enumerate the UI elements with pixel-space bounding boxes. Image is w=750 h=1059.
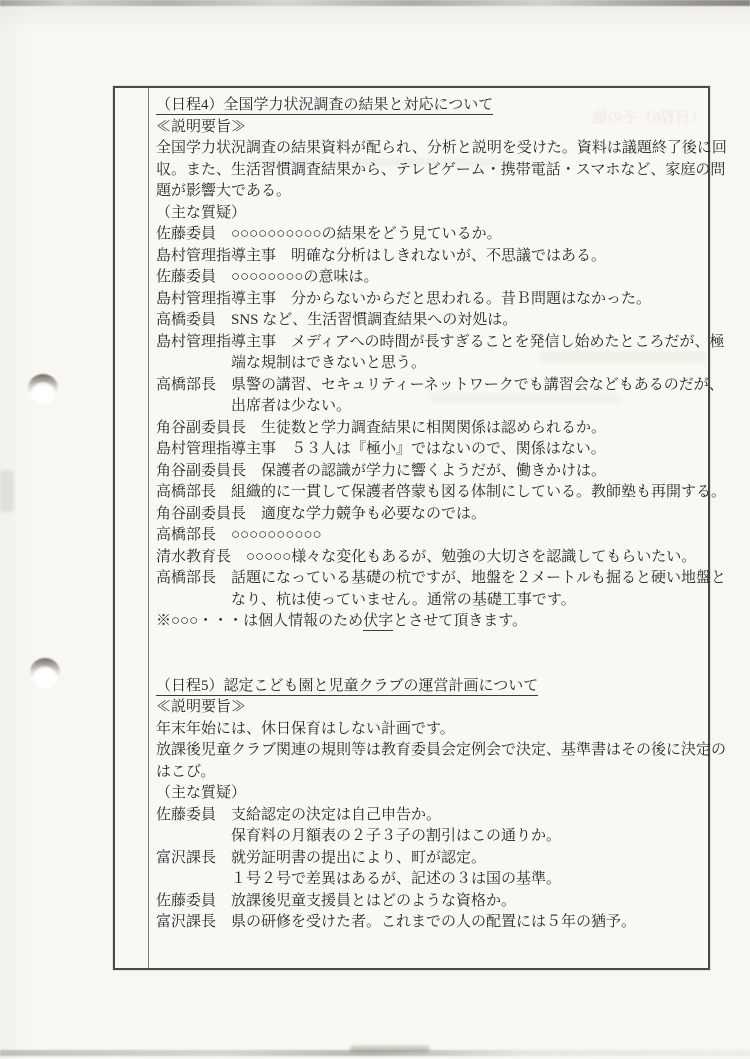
doc-line: 島村管理指導主事 メディアへの時間が長すぎることを発信し始めたところだが、極: [156, 333, 725, 350]
section-heading: （日程5）認定こども園と児童クラブの運営計画について: [156, 677, 539, 694]
doc-line: 島村管理指導主事 明確な分析はしきれないが、不思議ではある。: [156, 247, 607, 264]
doc-line: 保育料の月額表の２子３子の割引はこの通りか。: [156, 828, 562, 844]
doc-line: 端な規制はできないと思う。: [156, 355, 427, 371]
blank-line: [156, 633, 704, 655]
doc-line: 富沢課長 就労証明書の提出により、町が認定。: [156, 849, 487, 866]
doc-line: 島村管理指導主事 ５３人は『極小』ではないので、関係はない。: [156, 441, 606, 457]
doc-line: 佐藤委員 ○○○○○○○○○○の結果をどう見ているか。: [156, 226, 502, 242]
doc-line: 角谷副委員長 保護者の認識が学力に響くようだが、働きかけは。: [156, 462, 607, 479]
margin-rule-line: [148, 88, 149, 968]
doc-line: 年末年始には、休日保育はしない計画です。: [156, 720, 455, 737]
doc-line: ≪説明要旨≫: [156, 699, 247, 715]
doc-line: 富沢課長 県の研修を受けた者。これまでの人の配置には５年の猶予。: [156, 914, 637, 930]
punch-hole-bottom: [30, 658, 60, 686]
doc-line: 佐藤委員 支給認定の決定は自己申告か。: [156, 806, 442, 823]
doc-line: 放課後児童クラブ関連の規則等は教育委員会定例会で決定、基準書はその後に決定の: [156, 742, 727, 758]
doc-line: 収。また、生活習慣調査結果から、テレビゲーム・携帯電話・スマホなど、家庭の問: [156, 161, 726, 178]
bleedthrough-mark: [0, 470, 14, 512]
doc-line: 高橋部長 ○○○○○○○○○○: [156, 527, 322, 543]
doc-line: はこび。: [156, 763, 216, 780]
blank-line: [156, 654, 704, 676]
doc-line: 全国学力状況調査の結果資料が配られ、分析と説明を受けた。資料は議題終了後に回: [156, 140, 727, 156]
doc-line: なり、杭は使っていません。通常の基礎工事です。: [156, 591, 576, 608]
doc-line: 島村管理指導主事 分からないからだと思われる。昔Ｂ問題はなかった。: [156, 290, 652, 307]
doc-line: 高橋部長 県警の講習、セキュリティーネットワークでも講習会などもあるのだが、: [156, 376, 724, 393]
doc-line: （主な質疑）: [156, 785, 247, 801]
document-frame: [113, 86, 727, 970]
scanner-edge-artifact-top: [0, 0, 750, 6]
scanner-edge-artifact-bottom: [0, 1050, 750, 1056]
doc-line: 清水教育長 ○○○○○様々な変化もあるが、勉強の大切さを認識してもらいたい。: [156, 548, 697, 565]
doc-line: 題が影響大である。: [156, 183, 292, 199]
doc-line: 出席者は少ない。: [156, 398, 352, 414]
doc-line: 高橋委員 SNS など、生活習慣調査結果への対処は。: [156, 312, 518, 328]
doc-line: 角谷副委員長 適度な学力競争も必要なのでは。: [156, 505, 487, 522]
doc-line: 高橋部長 話題になっている基礎の杭ですが、地盤を２メートルも掘ると硬い地盤と: [156, 570, 727, 586]
doc-line: 高橋部長 組織的に一貫して保護者啓蒙も図る体制にしている。教師塾も再開する。: [156, 484, 727, 500]
punch-hole-top: [28, 374, 58, 402]
bleedthrough-ghost-text: （日程6）その他: [592, 110, 705, 126]
doc-line: 佐藤委員 放課後児童支援員とはどのような資格か。: [156, 892, 517, 909]
doc-line: １号２号で差異はあるが、記述の３は国の基準。: [156, 871, 562, 887]
doc-line: （主な質疑）: [156, 204, 247, 221]
doc-line: ≪説明要旨≫: [156, 118, 247, 135]
doc-line: 佐藤委員 ○○○○○○○○の意味は。: [156, 269, 379, 285]
doc-line: ※○○○・・・は個人情報のため伏字とさせて頂きます。: [156, 613, 528, 629]
document-lines: [156, 95, 727, 934]
section-heading: （日程4）全国学力状況調査の結果と対応について: [156, 97, 494, 113]
doc-line: 角谷副委員長 生徒数と学力調査結果に相関関係は認められるか。: [156, 419, 607, 436]
